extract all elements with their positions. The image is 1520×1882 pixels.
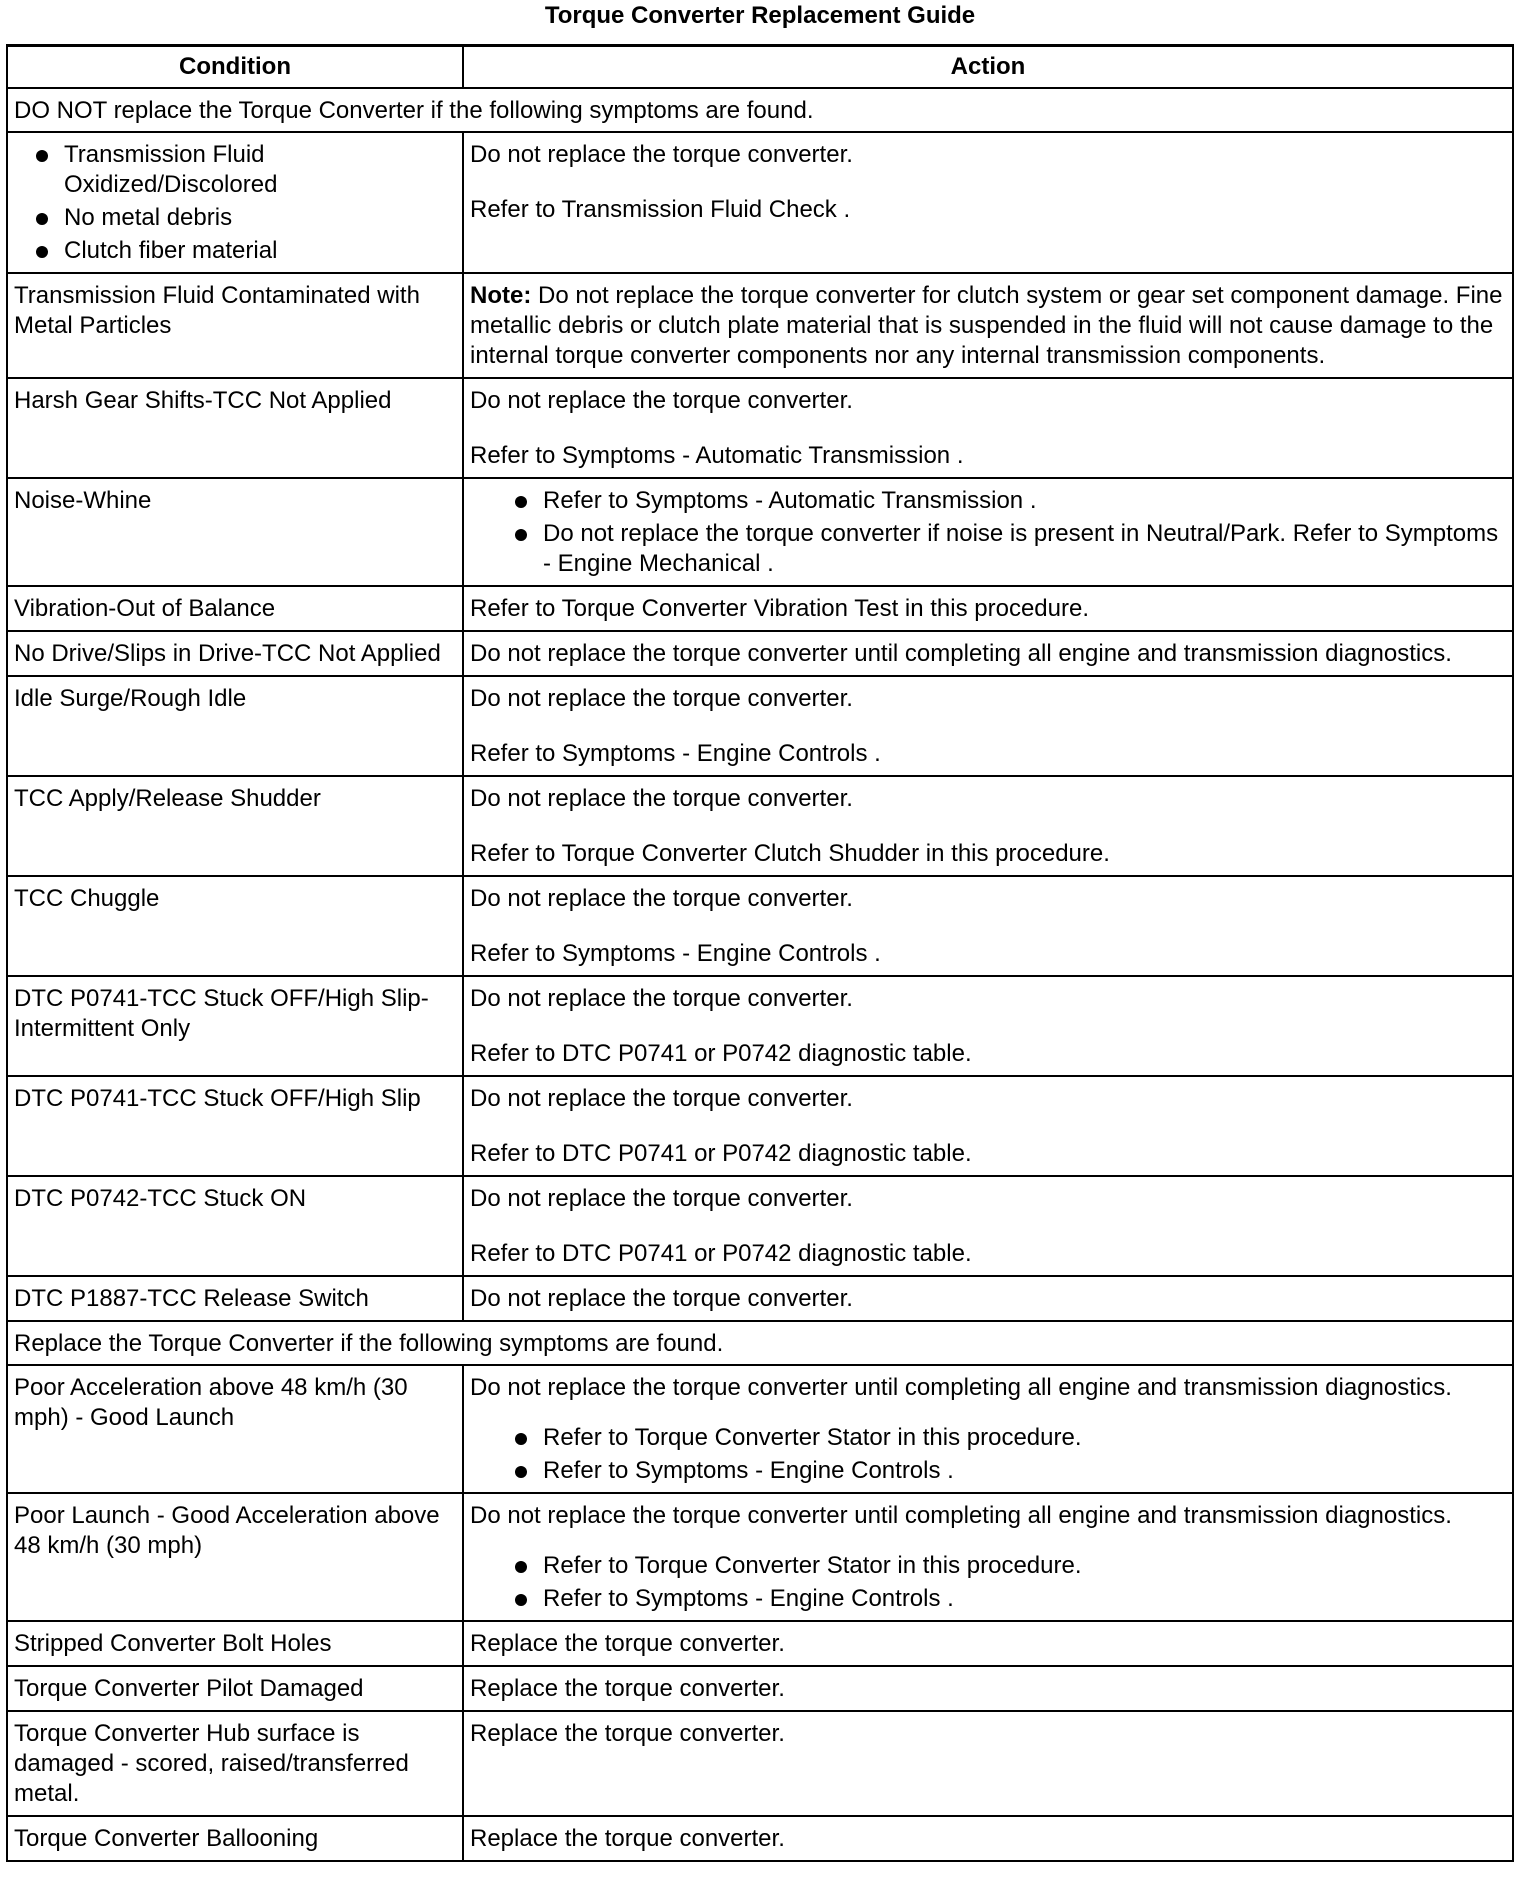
section-row-do-not-replace	[7, 88, 1513, 132]
list-item: No metal debris	[14, 203, 456, 233]
action-text: Do not replace the torque converter.	[470, 985, 853, 1012]
table-row	[7, 1176, 1513, 1276]
action-text: Refer to Symptoms - Engine Controls .	[470, 740, 881, 767]
condition-cell: Poor Acceleration above 48 km/h (30 mph) - Good Launch	[7, 1365, 463, 1493]
action-cell	[463, 976, 1513, 1076]
table-row	[7, 676, 1513, 776]
list-item: Refer to Symptoms - Engine Controls .	[493, 1456, 1506, 1486]
action-text: Refer to Torque Converter Vibration Test in this procedure.	[470, 595, 1090, 622]
section-heading-do-not-replace: DO NOT replace the Torque Converter if the following symptoms are found.	[7, 88, 1513, 132]
action-text: Do not replace the torque converter until completing all engine and transmission diagnostics.	[470, 1374, 1452, 1401]
table-row	[7, 1276, 1513, 1321]
condition-cell: Harsh Gear Shifts-TCC Not Applied	[7, 378, 463, 478]
action-text: Replace the torque converter.	[470, 1720, 785, 1747]
condition-cell: TCC Chuggle	[7, 876, 463, 976]
action-text: Refer to Torque Converter Clutch Shudder in this procedure.	[470, 840, 1110, 867]
action-cell	[463, 1076, 1513, 1176]
table-row	[7, 586, 1513, 631]
condition-cell: DTC P0741-TCC Stuck OFF/High Slip	[7, 1076, 463, 1176]
action-text: Do not replace the torque converter.	[470, 1185, 853, 1212]
action-cell	[463, 776, 1513, 876]
action-text: Replace the torque converter.	[470, 1630, 785, 1657]
condition-cell: Torque Converter Hub surface is damaged - scored, raised/transferred metal.	[7, 1711, 463, 1816]
action-cell	[463, 478, 1513, 586]
action-text: Refer to Symptoms - Automatic Transmission .	[470, 442, 964, 469]
action-text: Refer to DTC P0741 or P0742 diagnostic table.	[470, 1240, 972, 1267]
document-title: Torque Converter Replacement Guide	[544, 2, 976, 29]
condition-cell: Noise-Whine	[7, 478, 463, 586]
table-row	[7, 478, 1513, 586]
table-row	[7, 1493, 1513, 1621]
condition-bullet-list	[14, 140, 456, 266]
action-cell	[463, 876, 1513, 976]
list-item: Clutch fiber material	[14, 236, 456, 266]
action-cell	[463, 132, 1513, 273]
list-item: Refer to Symptoms - Automatic Transmission .	[493, 486, 1506, 516]
condition-cell: Stripped Converter Bolt Holes	[7, 1621, 463, 1666]
action-text: Do not replace the torque converter.	[470, 685, 853, 712]
section-row-replace	[7, 1321, 1513, 1365]
action-text: Do not replace the torque converter.	[470, 785, 853, 812]
column-header-action: Action	[463, 46, 1513, 89]
action-text: Replace the torque converter.	[470, 1675, 785, 1702]
table-row	[7, 1621, 1513, 1666]
condition-cell: Vibration-Out of Balance	[7, 586, 463, 631]
column-header-condition: Condition	[7, 46, 463, 89]
action-bullet-list	[493, 486, 1506, 579]
list-item: Refer to Symptoms - Engine Controls .	[493, 1584, 1506, 1614]
table-row	[7, 776, 1513, 876]
condition-cell: Poor Launch - Good Acceleration above 48 km/h (30 mph)	[7, 1493, 463, 1621]
action-text: Refer to DTC P0741 or P0742 diagnostic table.	[470, 1040, 972, 1067]
action-cell	[463, 1176, 1513, 1276]
condition-cell: Idle Surge/Rough Idle	[7, 676, 463, 776]
action-text: Do not replace the torque converter until completing all engine and transmission diagnostics.	[470, 1502, 1452, 1529]
condition-cell: DTC P0742-TCC Stuck ON	[7, 1176, 463, 1276]
replacement-guide-table	[6, 44, 1514, 1862]
note-label: Note:	[470, 282, 532, 309]
condition-cell: DTC P0741-TCC Stuck OFF/High Slip-Intermittent Only	[7, 976, 463, 1076]
action-bullet-list	[493, 1423, 1506, 1486]
action-text: Do not replace the torque converter.	[470, 141, 853, 168]
action-bullet-list	[493, 1551, 1506, 1614]
table-row	[7, 1666, 1513, 1711]
action-text: Do not replace the torque converter.	[470, 885, 853, 912]
action-cell	[463, 1493, 1513, 1621]
list-item: Do not replace the torque converter if noise is present in Neutral/Park. Refer to Symptoms - Engine Mechanical .	[493, 519, 1506, 579]
table-row	[7, 1076, 1513, 1176]
condition-cell: Transmission Fluid Contaminated with Metal Particles	[7, 273, 463, 378]
action-text: Do not replace the torque converter.	[470, 1285, 853, 1312]
table-row	[7, 1816, 1513, 1861]
table-row	[7, 976, 1513, 1076]
action-text: Refer to Symptoms - Engine Controls .	[470, 940, 881, 967]
table-row	[7, 273, 1513, 378]
action-text: Refer to Transmission Fluid Check .	[470, 196, 851, 223]
table-row	[7, 876, 1513, 976]
table-header-row	[7, 46, 1513, 89]
action-cell	[463, 1365, 1513, 1493]
list-item: Refer to Torque Converter Stator in this procedure.	[493, 1551, 1506, 1581]
condition-cell	[7, 132, 463, 273]
list-item: Transmission Fluid Oxidized/Discolored	[14, 140, 456, 200]
table-row	[7, 132, 1513, 273]
action-cell	[463, 1816, 1513, 1861]
action-cell	[463, 631, 1513, 676]
condition-cell: No Drive/Slips in Drive-TCC Not Applied	[7, 631, 463, 676]
action-cell	[463, 586, 1513, 631]
action-text: Refer to DTC P0741 or P0742 diagnostic table.	[470, 1140, 972, 1167]
list-item: Refer to Torque Converter Stator in this procedure.	[493, 1423, 1506, 1453]
action-cell	[463, 676, 1513, 776]
condition-cell: DTC P1887-TCC Release Switch	[7, 1276, 463, 1321]
condition-cell: Torque Converter Ballooning	[7, 1816, 463, 1861]
action-text: Do not replace the torque converter until completing all engine and transmission diagnostics.	[470, 640, 1452, 667]
action-text: Replace the torque converter.	[470, 1825, 785, 1852]
note-text: Do not replace the torque converter for clutch system or gear set component damage. Fine metallic debris or clutch plate material that is suspended in the fluid will not cause damage to the internal torque converter components nor any internal transmission components.	[470, 282, 1503, 369]
action-cell	[463, 1711, 1513, 1816]
action-cell	[463, 1621, 1513, 1666]
action-cell	[463, 1666, 1513, 1711]
action-text: Do not replace the torque converter.	[470, 387, 853, 414]
table-row	[7, 631, 1513, 676]
table-row	[7, 1365, 1513, 1493]
action-cell	[463, 378, 1513, 478]
table-row	[7, 378, 1513, 478]
action-cell	[463, 273, 1513, 378]
condition-cell: TCC Apply/Release Shudder	[7, 776, 463, 876]
condition-cell: Torque Converter Pilot Damaged	[7, 1666, 463, 1711]
section-heading-replace: Replace the Torque Converter if the following symptoms are found.	[7, 1321, 1513, 1365]
action-cell	[463, 1276, 1513, 1321]
action-text: Do not replace the torque converter.	[470, 1085, 853, 1112]
table-row	[7, 1711, 1513, 1816]
